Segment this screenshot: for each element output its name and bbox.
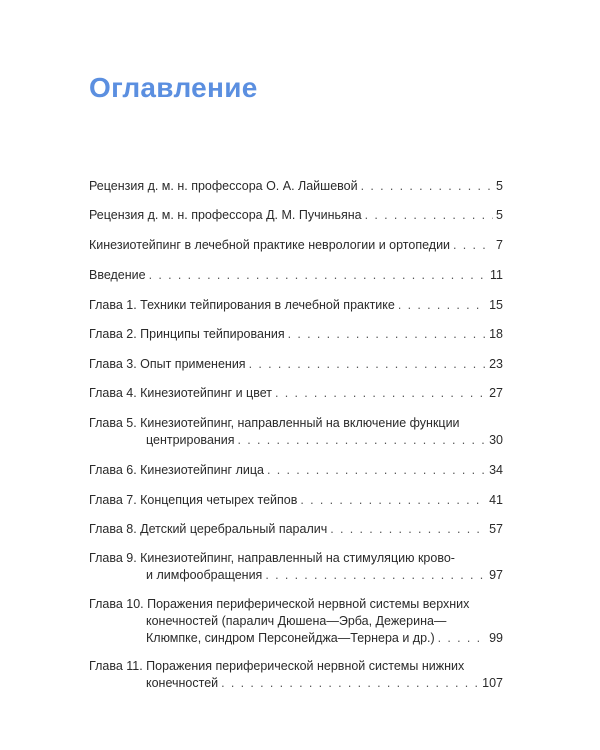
page-title: Оглавление xyxy=(89,72,258,103)
toc-entry-title-line: Глава 11. Поражения периферической нервной системы нижних xyxy=(89,659,465,673)
toc-entry-title: Кинезиотейпинг в лечебной практике неврологии и ортопедии xyxy=(89,238,451,252)
toc-entry-title: Введение xyxy=(89,268,146,282)
toc-entry-title: Глава 2. Принципы тейпирования xyxy=(89,327,285,341)
toc-entry[interactable] xyxy=(89,658,503,692)
toc-entry-page: 97 xyxy=(489,568,503,582)
dot-leader xyxy=(275,385,486,402)
toc-entry-title-line: центрирования xyxy=(146,433,235,447)
toc-entry-title-line: Глава 10. Поражения периферической нервной системы верхних xyxy=(89,597,470,611)
dot-leader xyxy=(149,267,487,284)
dot-leader xyxy=(361,178,493,195)
dot-leader xyxy=(330,521,486,538)
toc-entry-title-line: конечностей xyxy=(146,676,219,690)
dot-leader xyxy=(453,237,493,254)
dot-leader xyxy=(288,326,486,343)
toc-entry[interactable] xyxy=(89,596,503,647)
toc-entry[interactable] xyxy=(89,178,503,195)
dot-leader xyxy=(438,630,486,647)
toc-entry-page: 11 xyxy=(490,268,503,282)
toc-entry[interactable] xyxy=(89,237,503,254)
toc-entry-page: 27 xyxy=(489,386,503,400)
dot-leader xyxy=(267,462,486,479)
dot-leader xyxy=(238,432,487,449)
toc-entry-title-line: Глава 9. Кинезиотейпинг, направленный на стимуляцию крово- xyxy=(89,551,455,565)
toc-entry-page: 5 xyxy=(496,179,503,193)
toc-entry-title-line: Глава 5. Кинезиотейпинг, направленный на включение функции xyxy=(89,416,460,430)
toc-entry[interactable] xyxy=(89,356,503,373)
toc-entry[interactable] xyxy=(89,492,503,509)
toc-entry[interactable] xyxy=(89,326,503,343)
toc-entry[interactable] xyxy=(89,385,503,402)
toc-entry[interactable] xyxy=(89,267,503,284)
toc-entry-title: Глава 4. Кинезиотейпинг и цвет xyxy=(89,386,272,400)
toc-entry-page: 18 xyxy=(489,327,503,341)
toc-entry-title: Рецензия д. м. н. профессора Д. М. Пучиньяна xyxy=(89,208,362,222)
toc-entry-title: Глава 3. Опыт применения xyxy=(89,357,246,371)
toc-entry-title-line: конечностей (паралич Дюшена—Эрба, Дежерина— xyxy=(146,614,447,628)
toc-entry[interactable] xyxy=(89,550,503,584)
toc-entry[interactable] xyxy=(89,207,503,224)
toc-entry-page: 41 xyxy=(489,493,503,507)
toc-entry-title: Глава 8. Детский церебральный паралич xyxy=(89,522,328,536)
toc-entry-title: Глава 1. Техники тейпирования в лечебной практике xyxy=(89,298,395,312)
toc-entry-page: 15 xyxy=(489,298,503,312)
dot-leader xyxy=(249,356,487,373)
toc-entry[interactable] xyxy=(89,297,503,314)
toc-entry-title-line: Клюмпке, синдром Персонейджа—Тернера и др.) xyxy=(146,631,435,645)
toc-entry-page: 34 xyxy=(489,463,503,477)
toc-entry-page: 57 xyxy=(489,522,503,536)
toc-entry-page: 99 xyxy=(489,631,503,645)
dot-leader xyxy=(221,675,479,692)
toc-entry-title: Рецензия д. м. н. профессора О. А. Лайшевой xyxy=(89,179,358,193)
dot-leader xyxy=(398,297,486,314)
toc-entry-page: 7 xyxy=(496,238,503,252)
toc-entry-title: Глава 7. Концепция четырех тейпов xyxy=(89,493,298,507)
dot-leader xyxy=(300,492,486,509)
toc-entry[interactable] xyxy=(89,415,503,449)
dot-leader xyxy=(265,567,486,584)
toc-entry-page: 5 xyxy=(496,208,503,222)
toc-entry-page: 23 xyxy=(489,357,503,371)
toc-entry[interactable] xyxy=(89,462,503,479)
toc-entry-title: Глава 6. Кинезиотейпинг лица xyxy=(89,463,264,477)
toc-entry-page: 30 xyxy=(489,433,503,447)
toc-entry-title-line: и лимфообращения xyxy=(146,568,263,582)
toc-entry-page: 107 xyxy=(482,676,503,690)
toc-entry[interactable] xyxy=(89,521,503,538)
dot-leader xyxy=(365,207,493,224)
